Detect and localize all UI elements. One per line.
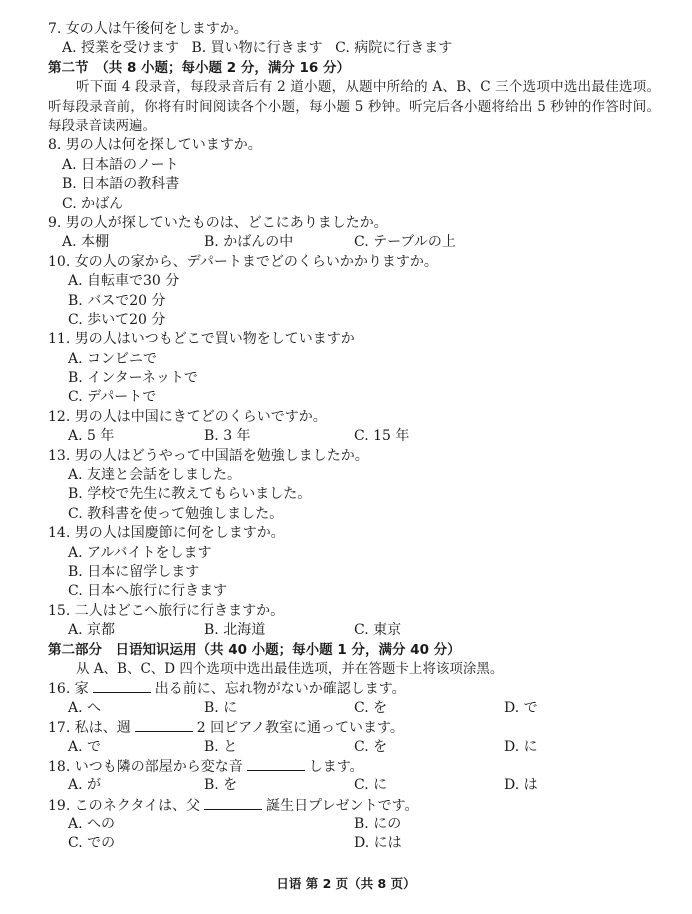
option-a: A. が [68, 777, 102, 794]
option-c: C. を [354, 738, 388, 755]
option-a: A. で [68, 738, 102, 755]
option-a: A. へ [68, 699, 102, 716]
option-b: B. と [204, 738, 238, 755]
question-stem-pre: 17. 私は、週 [48, 720, 131, 737]
question-stem: 7. 女の人は午後何をしますか。 [48, 21, 248, 37]
option-a: A. 日本語のノート [62, 156, 179, 173]
question-17-options [48, 738, 660, 757]
question-11-option-b [48, 369, 660, 388]
question-stem: 13. 男の人はどうやって中国語を勉強しましたか。 [48, 447, 369, 464]
option-c: C. デパートで [68, 389, 157, 406]
option-c: C. 病院に行きます [335, 40, 453, 57]
option-b: B. バスで20 分 [68, 292, 166, 309]
option-b: B. インターネットで [68, 370, 198, 387]
answer-blank [135, 718, 193, 732]
question-stem: 15. 二人はどこへ旅行に行きますか。 [48, 602, 285, 619]
question-10-option-a [48, 272, 660, 291]
question-9-options [48, 233, 660, 252]
question-18 [48, 757, 660, 776]
question-15-options [48, 621, 660, 640]
question-7-options [48, 39, 660, 58]
option-b: B. を [204, 777, 238, 794]
option-b: B. にの [354, 816, 402, 833]
question-19 [48, 796, 660, 815]
option-b: B. 北海道 [204, 622, 266, 639]
exam-page [48, 20, 660, 854]
question-12 [48, 408, 660, 427]
question-14-option-b [48, 563, 660, 582]
answer-blank [204, 796, 262, 810]
option-a: A. 自転車で30 分 [68, 273, 180, 290]
question-stem: 10. 女の人の家から、デパートまでどのくらいかかりますか。 [48, 253, 438, 270]
question-10 [48, 253, 660, 272]
question-stem: 14. 男の人は国慶節に何をしますか。 [48, 525, 285, 542]
option-b: B. 日本に留学します [68, 563, 200, 580]
question-11-option-a [48, 350, 660, 369]
option-c: C. 日本へ旅行に行きます [68, 583, 228, 600]
question-stem: 11. 男の人はいつもどこで買い物をしていますか [48, 331, 355, 348]
question-8-option-a [48, 156, 660, 175]
option-c: C. に [354, 777, 388, 794]
option-c: C. 歩いて20 分 [68, 311, 166, 328]
question-13-option-a [48, 466, 660, 485]
option-a: A. コンビニで [68, 350, 158, 367]
answer-blank [247, 757, 305, 771]
option-b: B. に [204, 699, 238, 716]
question-stem-pre: 19. このネクタイは、父 [48, 797, 201, 814]
question-16-options [48, 699, 660, 718]
option-a: A. への [68, 816, 116, 833]
option-d: D. には [354, 835, 402, 852]
part-2-instructions: 从 A、B、C、D 四个选项中选出最佳选项，并在答题卡上将该项涂黑。 [76, 660, 504, 677]
question-18-options [48, 776, 660, 795]
question-7 [48, 20, 660, 39]
answer-blank [93, 679, 151, 693]
question-13-option-b [48, 485, 660, 504]
option-b: B. 3 年 [204, 428, 251, 445]
question-11 [48, 330, 660, 349]
question-8 [48, 136, 660, 155]
question-stem-post: 出る前に、忘れ物がないか確認します。 [154, 681, 406, 698]
question-10-option-c [48, 311, 660, 330]
question-19-options-ab [48, 815, 660, 834]
page-footer: 日语 第 2 页（共 8 页） [276, 876, 416, 891]
section-2-instructions: 听下面 4 段录音，每段录音后有 2 道小题，从题中所给的 A、B、C 三个选项中选出最佳选项。听每段录音前，你将有时间阅读各个小题，每小题 5 秒钟。听完后各小题将给出 5 秒钟的作答时间。每段录音读两遍。 [48, 79, 660, 134]
option-c: C. かばん [62, 195, 124, 212]
question-14-option-c [48, 582, 660, 601]
part-2-title: 第二部分 日语知识运用（共 40 小题；每小题 1 分，满分 40 分） [48, 641, 461, 658]
option-b: B. 買い物に行きます [191, 40, 323, 57]
question-17 [48, 718, 660, 737]
question-12-options [48, 427, 660, 446]
option-c: C. での [68, 835, 116, 852]
option-a: A. 友達と会話をしました。 [68, 467, 242, 484]
option-c: C. 東京 [354, 622, 402, 639]
question-stem-post: 2 回ピアノ教室に通っています。 [196, 720, 404, 737]
option-a: A. 5 年 [68, 428, 115, 445]
question-stem: 9. 男の人が探していたものは、どこにありましたか。 [48, 214, 388, 231]
option-c: C. 15 年 [354, 428, 410, 445]
option-d: D. に [504, 738, 538, 755]
option-d: D. で [504, 699, 538, 716]
question-stem: 8. 男の人は何を探していますか。 [48, 137, 262, 154]
question-19-options-cd [48, 834, 660, 853]
question-10-option-b [48, 292, 660, 311]
question-11-option-c [48, 388, 660, 407]
option-b: B. 学校で先生に教えてもらいました。 [68, 486, 312, 503]
question-8-option-b [48, 175, 660, 194]
question-stem-pre: 16. 家 [48, 681, 89, 698]
option-c: C. テーブルの上 [354, 234, 456, 251]
option-a: A. 本棚 [62, 234, 110, 251]
question-stem-post: 誕生日プレゼントです。 [266, 797, 419, 814]
question-stem: 12. 男の人は中国にきてどのくらいですか。 [48, 408, 327, 425]
question-stem-post: します。 [308, 758, 364, 775]
option-b: B. 日本語の教科書 [62, 176, 180, 193]
question-14-option-a [48, 544, 660, 563]
option-a: A. アルバイトをします [68, 544, 212, 561]
option-d: D. は [504, 777, 538, 794]
option-c: C. を [354, 699, 388, 716]
option-a: A. 授業を受けます [62, 40, 180, 57]
question-13 [48, 447, 660, 466]
option-a: A. 京都 [68, 622, 116, 639]
question-stem-pre: 18. いつも隣の部屋から変な音 [48, 758, 243, 775]
question-9 [48, 214, 660, 233]
question-8-option-c [48, 195, 660, 214]
question-16 [48, 679, 660, 698]
option-b: B. かばんの中 [204, 234, 294, 251]
question-13-option-c [48, 505, 660, 524]
question-14 [48, 524, 660, 543]
option-c: C. 教科書を使って勉強しました。 [68, 505, 284, 522]
section-2-title: 第二节 （共 8 小题；每小题 2 分，满分 16 分） [48, 59, 351, 76]
question-15 [48, 602, 660, 621]
